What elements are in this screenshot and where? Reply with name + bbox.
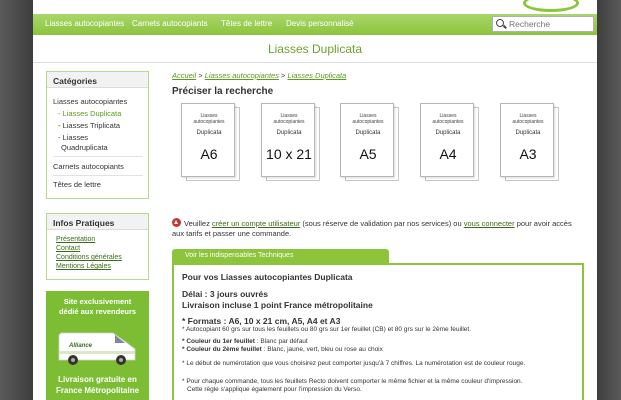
delivery-van-icon	[55, 327, 139, 367]
create-account-link[interactable]: créer un compte utilisateur	[211, 219, 301, 228]
tech-numerotation: * Le début de numérotation que vous choisirez peut comporter jusqu'à 7 chiffres. La numérotation est de couleur rouge.	[182, 360, 526, 367]
refine-title: Préciser la recherche	[172, 86, 274, 97]
tech-title: Pour vos Liasses autocopiantes Duplicata	[182, 272, 353, 282]
promo-banner[interactable]	[46, 291, 149, 400]
divider	[53, 156, 143, 157]
format-card-a4[interactable]	[420, 103, 478, 181]
breadcrumb-home[interactable]: Accueil	[172, 71, 197, 80]
card-format: A4	[439, 146, 457, 162]
main-nav	[33, 14, 597, 35]
promo-bottom1: Livraison gratuite en	[58, 375, 137, 384]
card-line1: Liasses autocopiantes	[193, 113, 225, 125]
category-tetes[interactable]: Têtes de lettre	[53, 180, 101, 189]
categories-box	[46, 71, 149, 199]
category-carnets[interactable]: Carnets autocopiants	[53, 162, 124, 171]
infos-box	[46, 213, 149, 280]
page-title: Liasses Duplicata	[267, 42, 363, 56]
divider	[53, 175, 143, 176]
nav-item-tetes[interactable]: Têtes de lettre	[221, 19, 273, 28]
page	[33, 0, 597, 400]
format-card-a6[interactable]	[181, 103, 239, 181]
warning-icon	[172, 218, 181, 227]
card-format: 10 x 21	[266, 146, 312, 162]
card-line2: Duplicata	[276, 130, 302, 136]
breadcrumb-level2[interactable]: Liasses Duplicata	[287, 71, 347, 80]
breadcrumb-sep: >	[278, 71, 288, 80]
link-contact[interactable]: Contact	[56, 245, 81, 252]
search-input[interactable]	[509, 19, 589, 29]
search-icon[interactable]	[496, 19, 504, 27]
right-backdrop	[597, 0, 621, 400]
card-line1: Liasses autocopiantes	[512, 113, 544, 125]
card-format: A5	[359, 146, 377, 162]
divider	[33, 62, 597, 63]
link-conditions[interactable]: Conditions générales	[56, 254, 122, 261]
breadcrumb-level1[interactable]: Liasses autocopiantes	[204, 71, 279, 80]
categories-title: Catégories	[47, 72, 148, 88]
card-face	[500, 103, 554, 177]
tech-livraison: Livraison incluse 1 point France métropolitaine	[182, 300, 373, 310]
card-face	[340, 103, 394, 177]
login-link[interactable]: vous connecter	[463, 219, 515, 228]
card-line2: Duplicata	[435, 130, 461, 136]
nav-item-liasses[interactable]: Liasses autocopiantes	[45, 19, 125, 28]
link-mentions[interactable]: Mentions Légales	[56, 263, 111, 270]
link-presentation[interactable]: Présentation	[56, 236, 96, 243]
promo-line2: dédié aux revendeurs	[58, 307, 137, 316]
logo-swirl-icon	[523, 0, 579, 12]
tech-couleur2: * Couleur du 2ème feuillet : Blanc, jaune, vert, bleu ou rose au choix	[182, 346, 383, 353]
format-card-a3[interactable]	[500, 103, 558, 181]
category-quadruplicata[interactable]: - Liasses	[58, 133, 89, 142]
card-line1: Liasses autocopiantes	[273, 113, 305, 125]
technical-panel	[172, 263, 584, 400]
tech-recto2: Cette règle s'applique également pour l'impression du Verso.	[187, 386, 362, 393]
van-brand: Alliance	[69, 343, 93, 349]
breadcrumb-sep: >	[196, 71, 205, 80]
promo-bottom2: France Métropolitaine	[55, 386, 140, 395]
card-face	[420, 103, 474, 177]
card-face	[261, 103, 315, 177]
format-card-a5[interactable]	[340, 103, 398, 181]
card-format: A6	[200, 146, 218, 162]
search-box	[492, 16, 594, 32]
tech-couleur1: * Couleur du 1er feuillet : Blanc par défaut	[182, 338, 308, 345]
card-line2: Duplicata	[355, 130, 381, 136]
card-line2: Duplicata	[515, 130, 541, 136]
breadcrumb	[172, 71, 346, 80]
category-quadruplicata-cont[interactable]: Quadruplicata	[61, 143, 108, 152]
tech-recto1: * Pour chaque commande, tous les feuillets Recto doivent comporter le même fichier et la même couleur d'impression.	[182, 378, 523, 385]
format-card-10x21[interactable]	[261, 103, 319, 181]
card-face	[181, 103, 235, 177]
card-line1: Liasses autocopiantes	[432, 113, 464, 125]
tech-formats-note: * Autocopiant 60 grs sur tous les feuillets ou 80 grs sur 1er feuillet (CB) et 80 grs sur le 2ème feuillet.	[182, 326, 472, 333]
category-triplicata[interactable]: - Liasses Triplicata	[58, 121, 121, 130]
login-notice	[172, 218, 582, 239]
card-format: A3	[519, 146, 537, 162]
tech-formats: * Formats : A6, 10 x 21 cm, A5, A4 et A3	[182, 316, 341, 326]
tech-delai: Délai : 3 jours ouvrés	[182, 289, 268, 299]
infos-title: Infos Pratiques	[47, 214, 148, 230]
card-line2: Duplicata	[196, 130, 222, 136]
notice-text: Veuillez	[184, 219, 212, 228]
notice-text: pour avoir accès aux tarifs et passer une commande.	[172, 219, 572, 238]
left-backdrop	[0, 0, 33, 400]
top-banner	[33, 0, 597, 14]
tab-technical[interactable]: Voir les indispensables Techniques	[172, 249, 389, 263]
nav-item-devis[interactable]: Devis personnalisé	[286, 19, 354, 28]
promo-line1: Site exclusivement	[63, 297, 132, 306]
category-duplicata[interactable]: - Liasses Duplicata	[58, 109, 122, 118]
category-liasses[interactable]: Liasses autocopiantes	[53, 97, 128, 106]
card-line1: Liasses autocopiantes	[352, 113, 384, 125]
nav-item-carnets[interactable]: Carnets autocopiants	[132, 19, 208, 28]
notice-text: (sous réserve de validation par nos services) ou	[300, 219, 464, 228]
